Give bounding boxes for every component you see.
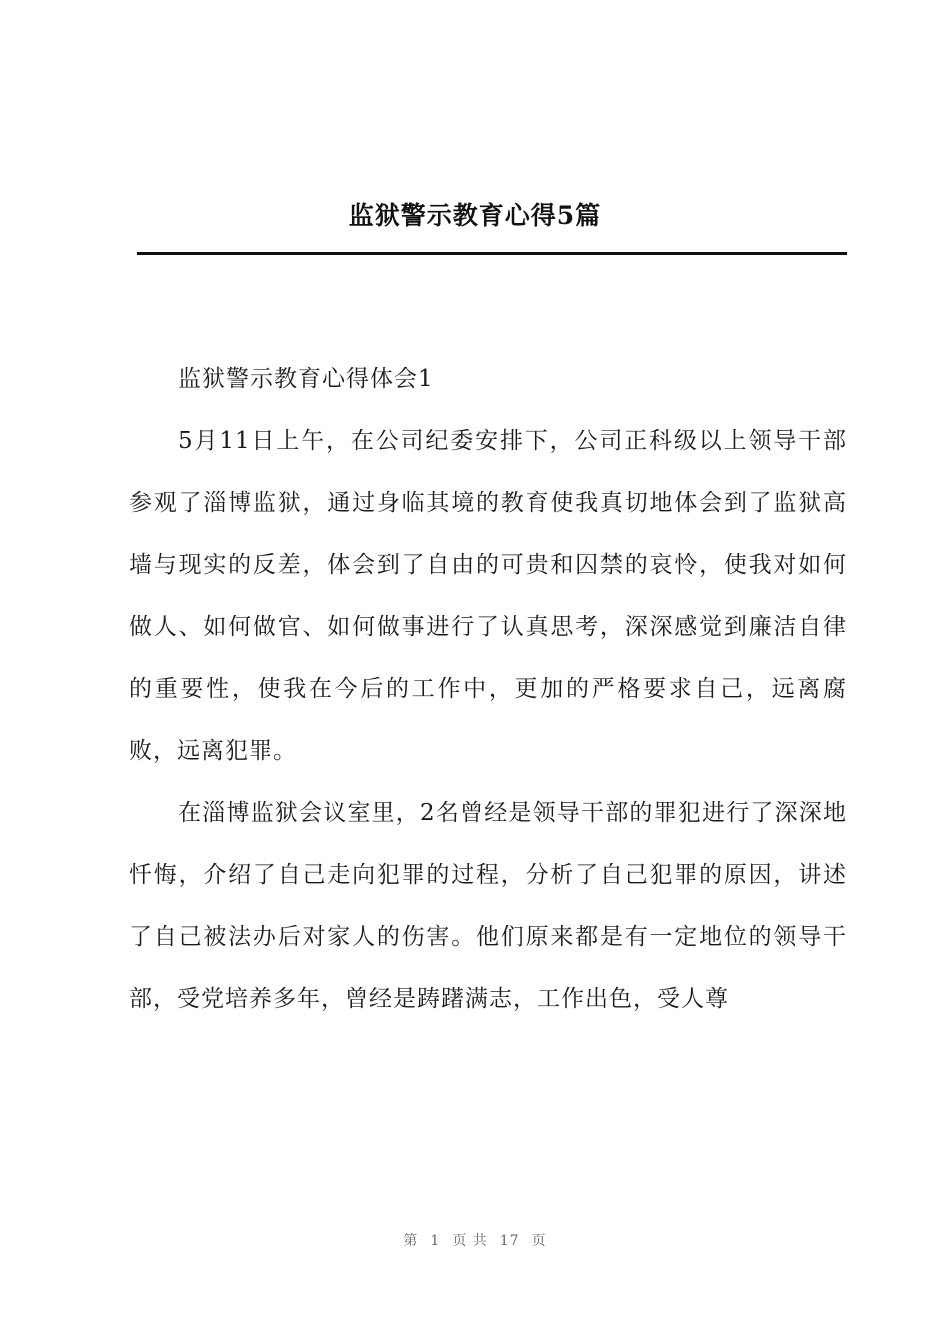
body-paragraph: 在淄博监狱会议室里，2名曾经是领导干部的罪犯进行了深深地忏悔，介绍了自己走向犯罪的过程，分析了自己犯罪的原因，讲述了自己被法办后对家人的伤害。他们原来都是有一定地位的领导干部，受党培养多年，曾经是踌躇满志，工作出色，受人尊 <box>129 800 847 1012</box>
footer-label-page: 第 <box>403 1233 419 1249</box>
document-title: 监狱警示教育心得5篇 <box>348 201 602 230</box>
page-footer <box>0 1230 950 1250</box>
section-heading: 监狱警示教育心得体会1 <box>178 366 434 392</box>
body-paragraph: 5月11日上午，在公司纪委安排下，公司正科级以上领导干部参观了淄博监狱，通过身临其境的教育使我真切地体会到了监狱高墙与现实的反差，体会到了自由的可贵和囚禁的哀怜，使我对如何做人、如何做官、如何做事进行了认真思考，深深感觉到廉洁自律的重要性，使我在今后的工作中，更加的严格要求自己，远离腐败，远离犯罪。 <box>129 428 847 764</box>
document-body <box>129 348 847 1030</box>
footer-label-end: 页 <box>531 1233 547 1249</box>
footer-total-pages: 17 <box>499 1233 520 1249</box>
footer-label-of: 页 共 <box>452 1233 488 1249</box>
title-divider <box>137 252 847 255</box>
footer-current-page: 1 <box>430 1233 441 1249</box>
